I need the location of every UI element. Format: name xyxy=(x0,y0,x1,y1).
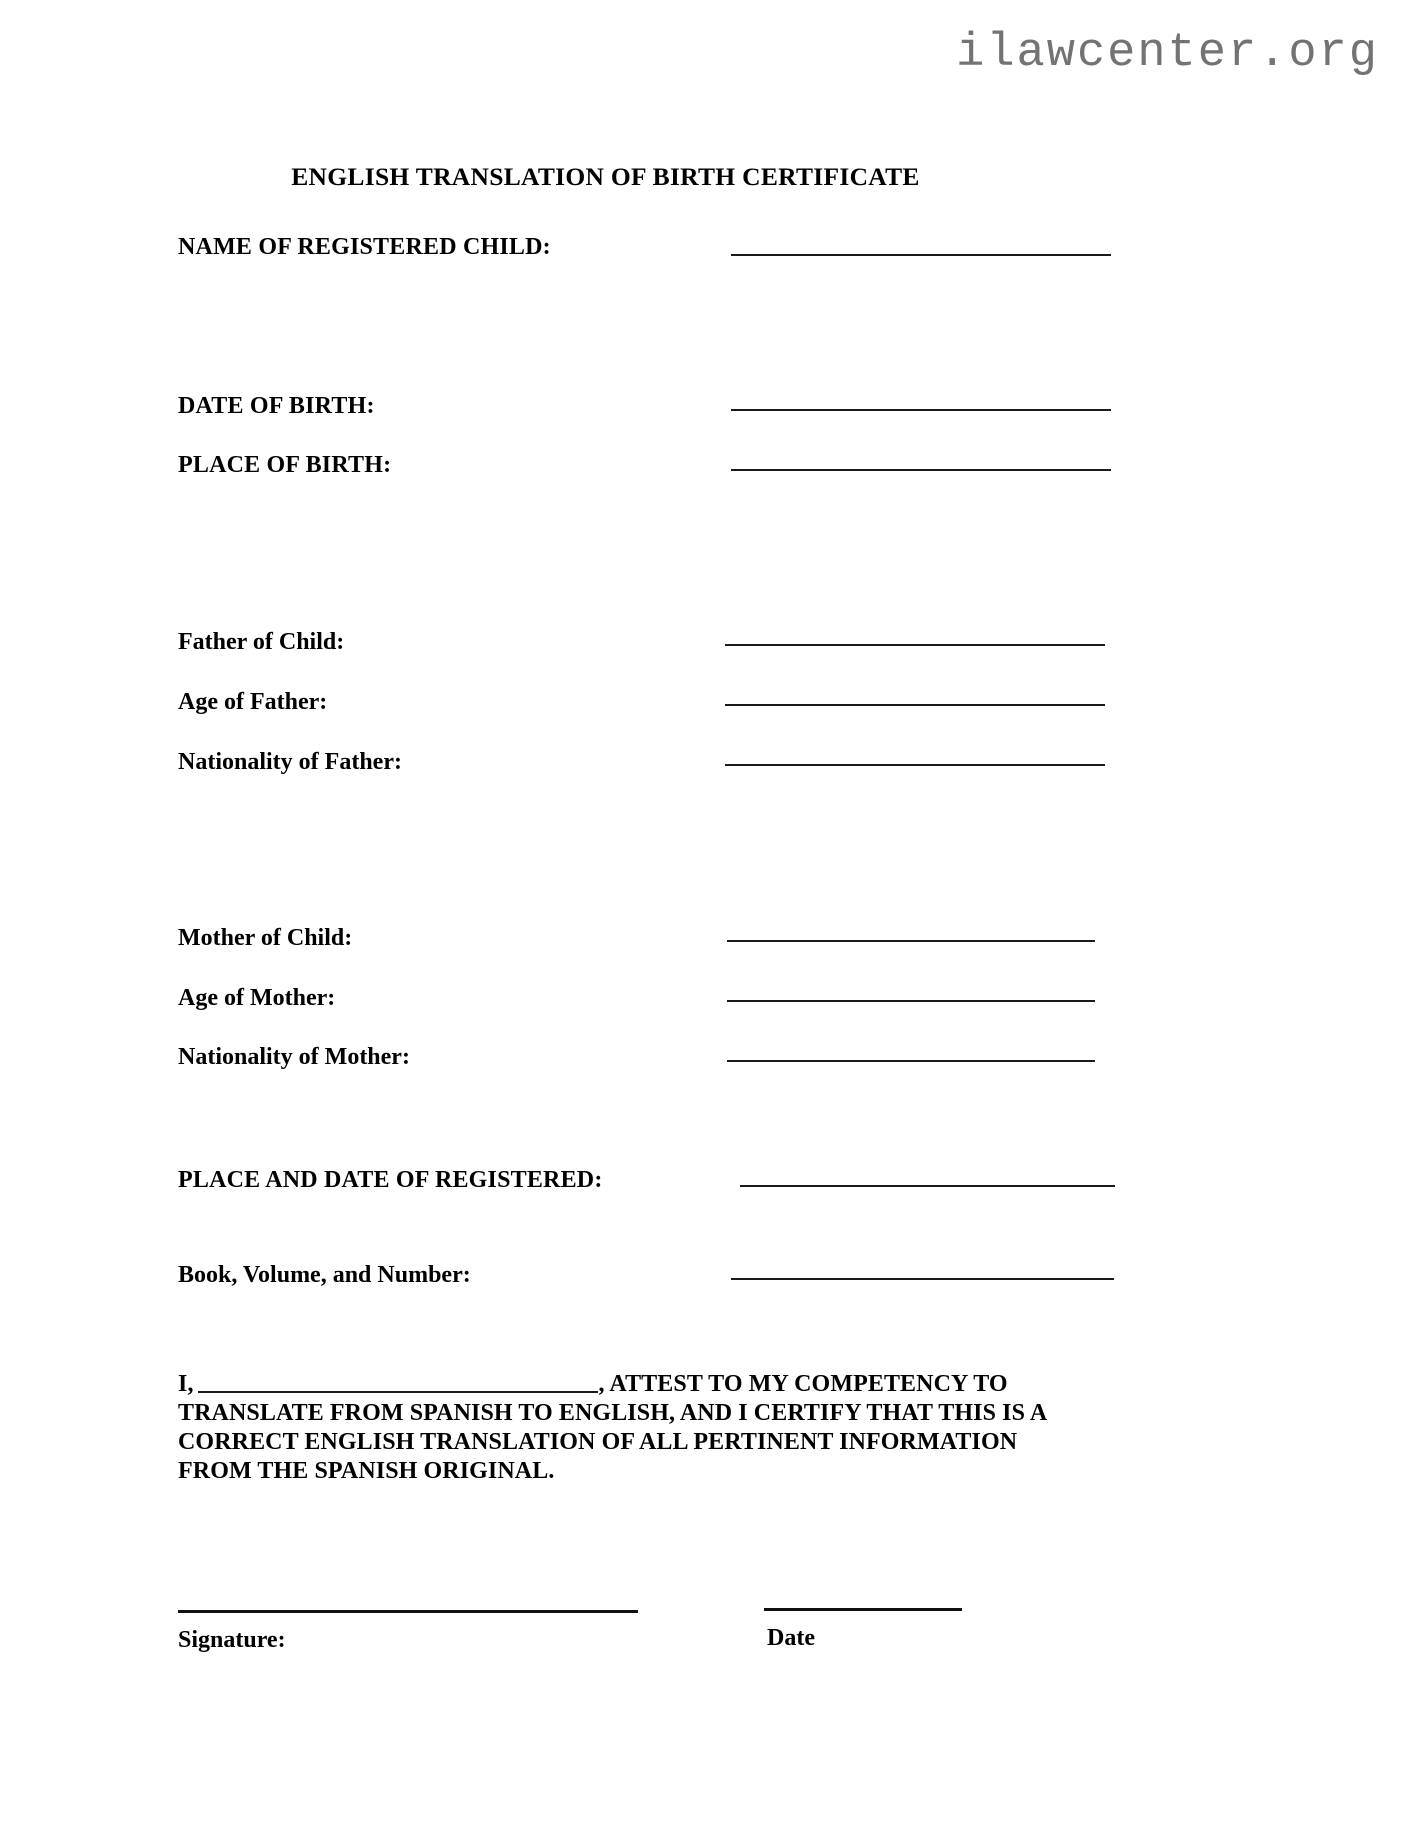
field-input-father-of-child[interactable] xyxy=(725,644,1105,646)
field-row-nationality-of-mother xyxy=(178,1035,410,1069)
field-label-nationality-of-father: Nationality of Father: xyxy=(178,749,402,775)
site-watermark: ilawcenter.org xyxy=(956,27,1379,80)
signature-label: Signature: xyxy=(178,1627,286,1653)
field-row-name-of-registered-child xyxy=(178,225,551,259)
field-input-age-of-father[interactable] xyxy=(725,704,1105,706)
attestation-body: , ATTEST TO MY COMPETENCY TO TRANSLATE FROM SPANISH TO ENGLISH, AND I CERTIFY THAT THIS IS A CORRECT ENGLISH TRANSLATION OF ALL PERTINENT INFORMATION FROM THE SPANISH ORIGINAL. xyxy=(178,1371,1046,1484)
field-input-age-of-mother[interactable] xyxy=(727,1000,1095,1002)
field-label-age-of-mother: Age of Mother: xyxy=(178,985,336,1011)
field-row-mother-of-child xyxy=(178,916,352,950)
attestation-paragraph xyxy=(178,1370,1058,1486)
field-input-nationality-of-mother[interactable] xyxy=(727,1060,1095,1062)
field-row-father-of-child xyxy=(178,620,344,654)
field-input-nationality-of-father[interactable] xyxy=(725,764,1105,766)
field-row-date-of-birth xyxy=(178,384,375,418)
field-label-name-of-registered-child: NAME OF REGISTERED CHILD: xyxy=(178,234,551,260)
field-input-name-of-registered-child[interactable] xyxy=(731,254,1111,256)
field-input-book-volume-and-number[interactable] xyxy=(731,1278,1114,1280)
date-label: Date xyxy=(767,1625,815,1651)
field-row-nationality-of-father xyxy=(178,740,402,774)
field-label-book-volume-and-number: Book, Volume, and Number: xyxy=(178,1262,471,1288)
attestation-lead: I, xyxy=(178,1371,194,1397)
field-label-nationality-of-mother: Nationality of Mother: xyxy=(178,1044,410,1070)
field-label-place-of-birth: PLACE OF BIRTH: xyxy=(178,452,392,478)
page-title-text: ENGLISH TRANSLATION OF BIRTH CERTIFICATE xyxy=(291,162,920,191)
page-title xyxy=(0,162,1411,192)
field-label-age-of-father: Age of Father: xyxy=(178,689,328,715)
field-input-place-and-date-of-registered[interactable] xyxy=(740,1185,1115,1187)
field-label-father-of-child: Father of Child: xyxy=(178,629,345,655)
field-row-place-and-date-of-registered xyxy=(178,1158,603,1192)
attestation-name-input[interactable] xyxy=(198,1375,598,1393)
field-row-age-of-father xyxy=(178,680,327,714)
field-row-book-volume-and-number xyxy=(178,1253,471,1287)
field-row-age-of-mother xyxy=(178,976,335,1010)
field-input-date-of-birth[interactable] xyxy=(731,409,1111,411)
field-label-place-and-date-of-registered: PLACE AND DATE OF REGISTERED: xyxy=(178,1167,603,1193)
field-input-mother-of-child[interactable] xyxy=(727,940,1095,942)
field-row-place-of-birth xyxy=(178,443,391,477)
field-input-place-of-birth[interactable] xyxy=(731,469,1111,471)
field-label-mother-of-child: Mother of Child: xyxy=(178,925,353,951)
field-label-date-of-birth: DATE OF BIRTH: xyxy=(178,393,375,419)
